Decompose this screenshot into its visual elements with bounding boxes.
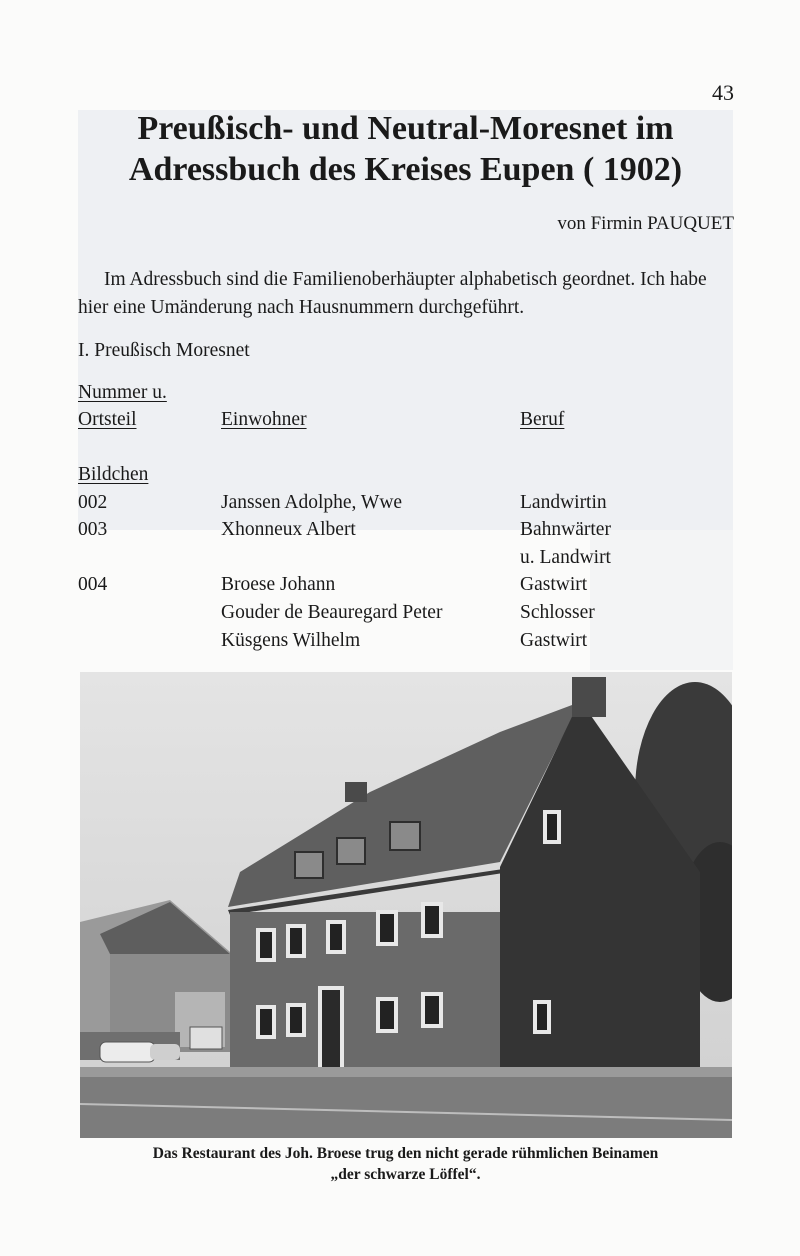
author-byline: von Firmin PAUQUET bbox=[557, 213, 734, 234]
row-job: Schlosser bbox=[520, 602, 595, 623]
table-row bbox=[78, 602, 738, 629]
district-name: Bildchen bbox=[78, 464, 149, 485]
page-number: 43 bbox=[712, 80, 734, 105]
row-number: 002 bbox=[78, 492, 108, 513]
header-job: Beruf bbox=[520, 409, 565, 430]
header-resident: Einwohner bbox=[221, 409, 307, 430]
header-district: Ortsteil bbox=[78, 409, 137, 430]
restaurant-photo bbox=[80, 672, 732, 1138]
table-row bbox=[78, 630, 738, 657]
table-row bbox=[78, 547, 738, 574]
row-resident: Gouder de Beauregard Peter bbox=[221, 602, 443, 623]
photo-caption bbox=[78, 1144, 733, 1186]
row-job: Gastwirt bbox=[520, 630, 588, 651]
row-resident: Küsgens Wilhelm bbox=[221, 630, 361, 651]
page-title: Preußisch- und Neutral-Moresnet im Adressbuch des Kreises Eupen ( 1902) bbox=[128, 110, 683, 189]
row-job: u. Landwirt bbox=[520, 547, 611, 568]
row-job: Gastwirt bbox=[520, 574, 588, 595]
section-heading: I. Preußisch Moresnet bbox=[78, 340, 250, 361]
row-job: Bahnwärter bbox=[520, 519, 611, 540]
row-number: 004 bbox=[78, 574, 108, 595]
table-row bbox=[78, 519, 738, 546]
caption-line-2: „der schwarze Löffel“. bbox=[330, 1165, 481, 1183]
district-label bbox=[78, 464, 738, 491]
table-row bbox=[78, 492, 738, 519]
caption-line-1: Das Restaurant des Joh. Broese trug den nicht gerade rühmlichen Beinamen bbox=[152, 1145, 659, 1162]
row-resident: Broese Johann bbox=[221, 574, 336, 595]
intro-paragraph: Im Adressbuch sind die Familienoberhäupter alphabetisch geordnet. Ich habe hier eine Umänderung nach Hausnummern durchgeführt. bbox=[78, 269, 707, 319]
table-header-line1 bbox=[78, 382, 738, 409]
row-resident: Janssen Adolphe, Wwe bbox=[221, 492, 403, 513]
row-job: Landwirtin bbox=[520, 492, 607, 513]
row-resident: Xhonneux Albert bbox=[221, 519, 356, 540]
table-row bbox=[78, 574, 738, 601]
table-header bbox=[78, 409, 738, 436]
header-number: Nummer u. bbox=[78, 382, 167, 403]
row-number: 003 bbox=[78, 519, 108, 540]
house-illustration bbox=[80, 672, 732, 1138]
